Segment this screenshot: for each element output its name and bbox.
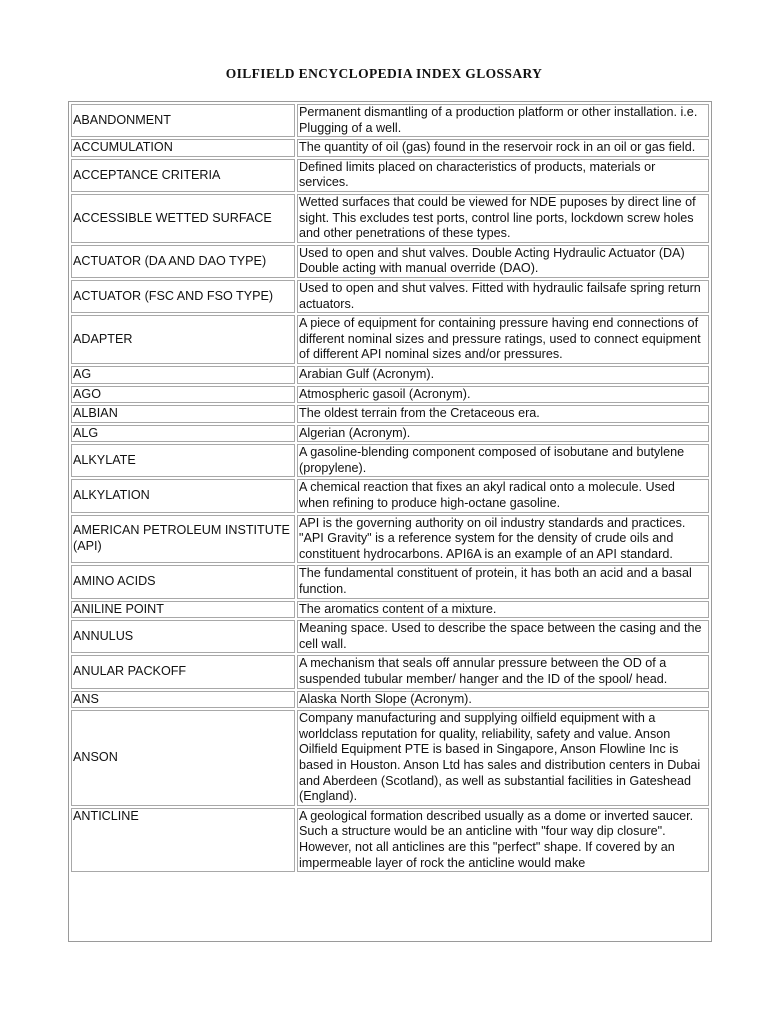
table-row xyxy=(71,104,709,137)
glossary-term: AMINO ACIDS xyxy=(71,565,295,598)
glossary-definition: The oldest terrain from the Cretaceous era. xyxy=(297,405,709,423)
glossary-definition: Arabian Gulf (Acronym). xyxy=(297,366,709,384)
table-row xyxy=(71,515,709,564)
glossary-definition: Defined limits placed on characteristics of products, materials or services. xyxy=(297,159,709,192)
glossary-term: ACTUATOR (FSC AND FSO TYPE) xyxy=(71,280,295,313)
glossary-definition: A mechanism that seals off annular pressure between the OD of a suspended tubular member/ hanger and the ID of the spool/ head. xyxy=(297,655,709,688)
glossary-term: ALKYLATE xyxy=(71,444,295,477)
table-row xyxy=(71,444,709,477)
glossary-table-body xyxy=(71,104,709,872)
glossary-term: AG xyxy=(71,366,295,384)
table-row xyxy=(71,425,709,443)
table-row xyxy=(71,405,709,423)
table-row xyxy=(71,366,709,384)
glossary-term: ABANDONMENT xyxy=(71,104,295,137)
glossary-term: ANTICLINE xyxy=(71,808,295,872)
glossary-definition: Permanent dismantling of a production platform or other installation. i.e. Plugging of a well. xyxy=(297,104,709,137)
glossary-table xyxy=(69,102,711,874)
glossary-term: ANNULUS xyxy=(71,620,295,653)
glossary-definition: A piece of equipment for containing pressure having end connections of different nominal sizes and pressure ratings, used to connect equipment of different API nominal sizes and/or pressures. xyxy=(297,315,709,364)
table-row xyxy=(71,245,709,278)
page-title: OILFIELD ENCYCLOPEDIA INDEX GLOSSARY xyxy=(225,66,543,81)
table-row xyxy=(71,159,709,192)
table-row xyxy=(71,315,709,364)
glossary-definition: Alaska North Slope (Acronym). xyxy=(297,691,709,709)
glossary-definition: Company manufacturing and supplying oilfield equipment with a worldclass reputation for quality, reliability, safety and value. Anson Oilfield Equipment PTE is based in Singapore, Anson Flowline Inc is based in Houston. Anson Ltd has sales and distribution centers in Dubai and Aberdeen (Scotland), as well as substantial facilities in Gateshead (England). xyxy=(297,710,709,806)
glossary-term: ANS xyxy=(71,691,295,709)
table-row xyxy=(71,194,709,243)
table-row xyxy=(71,710,709,806)
glossary-definition: Algerian (Acronym). xyxy=(297,425,709,443)
glossary-definition: A chemical reaction that fixes an akyl radical onto a molecule. Used when refining to produce high-octane gasoline. xyxy=(297,479,709,512)
glossary-definition: Wetted surfaces that could be viewed for NDE puposes by direct line of sight. This excludes test ports, control line ports, lockdown screw holes and other penetrations of these types. xyxy=(297,194,709,243)
glossary-term: ACCEPTANCE CRITERIA xyxy=(71,159,295,192)
table-row xyxy=(71,280,709,313)
table-row xyxy=(71,620,709,653)
glossary-term: ALBIAN xyxy=(71,405,295,423)
glossary-definition: Atmospheric gasoil (Acronym). xyxy=(297,386,709,404)
glossary-term: ANILINE POINT xyxy=(71,601,295,619)
table-row xyxy=(71,601,709,619)
glossary-definition: The quantity of oil (gas) found in the reservoir rock in an oil or gas field. xyxy=(297,139,709,157)
glossary-term: ACTUATOR (DA AND DAO TYPE) xyxy=(71,245,295,278)
glossary-definition: The fundamental constituent of protein, it has both an acid and a basal function. xyxy=(297,565,709,598)
glossary-term: AGO xyxy=(71,386,295,404)
glossary-definition: Used to open and shut valves. Fitted with hydraulic failsafe spring return actuators. xyxy=(297,280,709,313)
glossary-definition: Used to open and shut valves. Double Acting Hydraulic Actuator (DA) Double acting with manual override (DAO). xyxy=(297,245,709,278)
glossary-term: ACCESSIBLE WETTED SURFACE xyxy=(71,194,295,243)
glossary-term: ADAPTER xyxy=(71,315,295,364)
table-row xyxy=(71,655,709,688)
glossary-term: ANSON xyxy=(71,710,295,806)
glossary-definition: A gasoline-blending component composed of isobutane and butylene (propylene). xyxy=(297,444,709,477)
table-row xyxy=(71,386,709,404)
glossary-definition: A geological formation described usually as a dome or inverted saucer. Such a structure would be an anticline with "four way dip closure". However, not all anticlines are this "perfect" shape. If covered by an impermeable layer of rock the anticline would make xyxy=(297,808,709,872)
glossary-term: ALKYLATION xyxy=(71,479,295,512)
glossary-term: AMERICAN PETROLEUM INSTITUTE (API) xyxy=(71,515,295,564)
glossary-table-frame xyxy=(68,101,712,942)
table-row xyxy=(71,565,709,598)
glossary-term: ALG xyxy=(71,425,295,443)
table-row xyxy=(71,691,709,709)
glossary-term: ANULAR PACKOFF xyxy=(71,655,295,688)
table-row xyxy=(71,808,709,872)
table-row xyxy=(71,139,709,157)
glossary-definition: Meaning space. Used to describe the space between the casing and the cell wall. xyxy=(297,620,709,653)
glossary-definition: API is the governing authority on oil industry standards and practices. "API Gravity" is a reference system for the density of crude oils and constituent hydrocarbons. API6A is an example of an API standard. xyxy=(297,515,709,564)
table-row xyxy=(71,479,709,512)
glossary-term: ACCUMULATION xyxy=(71,139,295,157)
glossary-definition: The aromatics content of a mixture. xyxy=(297,601,709,619)
